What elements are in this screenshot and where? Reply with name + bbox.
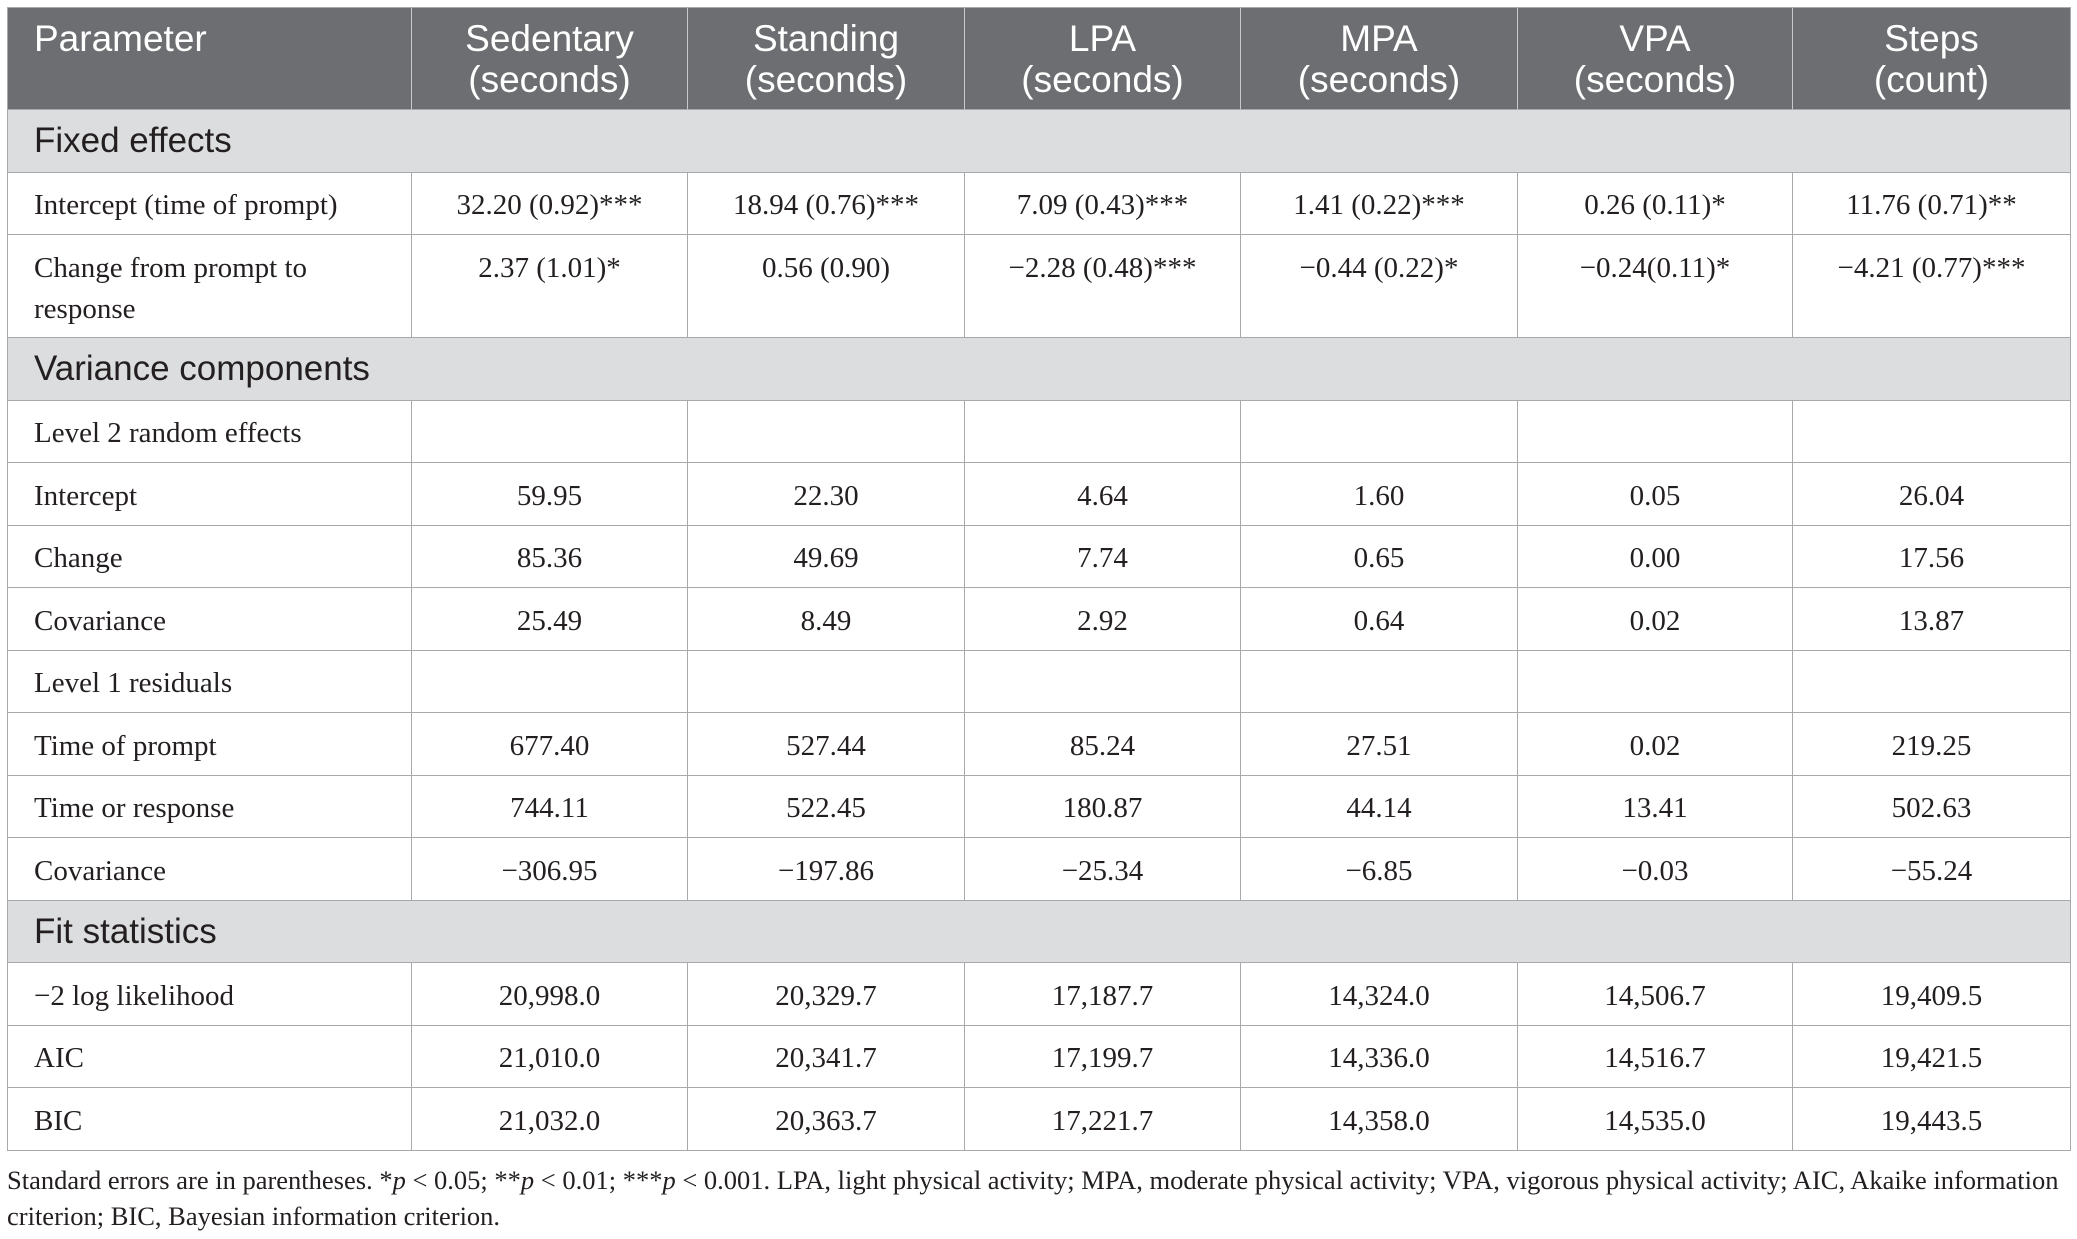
footnote-intro: Standard errors are in parentheses. xyxy=(7,1165,373,1195)
value-cell: 25.49 xyxy=(412,588,688,651)
value-cell xyxy=(688,651,965,714)
value-cell: 26.04 xyxy=(1793,463,2071,526)
column-unit: (seconds) xyxy=(1297,59,1461,100)
row-label: Time or response xyxy=(8,776,412,839)
table-row xyxy=(8,588,2071,651)
column-header-steps xyxy=(1793,8,2071,110)
column-unit: (seconds) xyxy=(1573,59,1737,100)
row-label: Covariance xyxy=(8,588,412,651)
value-cell: 180.87 xyxy=(965,776,1241,839)
value-cell xyxy=(1793,401,2071,464)
table-row xyxy=(8,235,2071,338)
value-cell: 21,032.0 xyxy=(412,1088,688,1151)
table-row xyxy=(8,463,2071,526)
value-cell: 502.63 xyxy=(1793,776,2071,839)
column-name: MPA xyxy=(1340,18,1418,59)
value-cell: 13.41 xyxy=(1518,776,1793,839)
footnote-abbreviations: LPA, light physical activity; MPA, moderate physical activity; VPA, vigorous physical activity; AIC, Akaike information criterion; BIC, Bayesian information criterion. xyxy=(7,1165,2059,1231)
table-row xyxy=(8,651,2071,714)
column-header-vpa xyxy=(1518,8,1793,110)
value-cell: 2.92 xyxy=(965,588,1241,651)
value-cell xyxy=(1518,651,1793,714)
value-cell: 22.30 xyxy=(688,463,965,526)
significance-stars: *** xyxy=(622,1165,663,1195)
value-cell: 0.56 (0.90) xyxy=(688,235,965,338)
section-row-fit-statistics xyxy=(8,901,2071,964)
value-cell: 59.95 xyxy=(412,463,688,526)
value-cell xyxy=(412,401,688,464)
value-cell: −6.85 xyxy=(1241,838,1518,901)
value-cell: 0.26 (0.11)* xyxy=(1518,173,1793,236)
value-cell: 0.64 xyxy=(1241,588,1518,651)
section-row-variance-components xyxy=(8,338,2071,401)
results-table-container xyxy=(7,7,2070,1151)
value-cell: 17.56 xyxy=(1793,526,2071,589)
value-cell xyxy=(1518,401,1793,464)
value-cell: 20,341.7 xyxy=(688,1026,965,1089)
column-name: Standing xyxy=(752,18,900,59)
row-label: Change xyxy=(8,526,412,589)
column-name: Sedentary xyxy=(465,18,634,59)
section-title: Fit statistics xyxy=(8,901,2071,964)
significance-stars: * xyxy=(379,1165,393,1195)
p-symbol: p xyxy=(662,1165,676,1195)
value-cell: 1.60 xyxy=(1241,463,1518,526)
value-cell: 18.94 (0.76)*** xyxy=(688,173,965,236)
column-unit: (seconds) xyxy=(468,59,631,100)
value-cell: 44.14 xyxy=(1241,776,1518,839)
value-cell: 11.76 (0.71)** xyxy=(1793,173,2071,236)
column-header-mpa xyxy=(1241,8,1518,110)
value-cell: 32.20 (0.92)*** xyxy=(412,173,688,236)
table-row xyxy=(8,1088,2071,1151)
value-cell: 19,443.5 xyxy=(1793,1088,2071,1151)
table-row xyxy=(8,963,2071,1026)
value-cell: 14,358.0 xyxy=(1241,1088,1518,1151)
value-cell: −2.28 (0.48)*** xyxy=(965,235,1241,338)
row-label: −2 log likelihood xyxy=(8,963,412,1026)
value-cell: 14,535.0 xyxy=(1518,1088,1793,1151)
section-title: Variance components xyxy=(8,338,2071,401)
column-header-lpa xyxy=(965,8,1241,110)
value-cell xyxy=(965,651,1241,714)
significance-threshold: < 0.05; xyxy=(412,1165,488,1195)
value-cell: 20,363.7 xyxy=(688,1088,965,1151)
value-cell: 522.45 xyxy=(688,776,965,839)
value-cell: 8.49 xyxy=(688,588,965,651)
row-label: Intercept (time of prompt) xyxy=(8,173,412,236)
significance-stars: ** xyxy=(494,1165,521,1195)
column-unit: (seconds) xyxy=(744,59,908,100)
value-cell: 0.02 xyxy=(1518,588,1793,651)
value-cell: 219.25 xyxy=(1793,713,2071,776)
row-label: Time of prompt xyxy=(8,713,412,776)
value-cell: −306.95 xyxy=(412,838,688,901)
value-cell xyxy=(1241,401,1518,464)
row-label: Level 2 random effects xyxy=(8,401,412,464)
value-cell: 14,324.0 xyxy=(1241,963,1518,1026)
significance-threshold: < 0.01; xyxy=(540,1165,617,1195)
p-symbol: p xyxy=(392,1165,406,1195)
value-cell: 19,409.5 xyxy=(1793,963,2071,1026)
table-row xyxy=(8,838,2071,901)
row-label: Change from prompt to response xyxy=(8,235,412,338)
value-cell: 17,187.7 xyxy=(965,963,1241,1026)
column-name: LPA xyxy=(1068,18,1137,59)
value-cell: −25.34 xyxy=(965,838,1241,901)
section-title: Fixed effects xyxy=(8,110,2071,173)
value-cell: 527.44 xyxy=(688,713,965,776)
p-symbol: p xyxy=(520,1165,535,1195)
value-cell: 27.51 xyxy=(1241,713,1518,776)
table-body xyxy=(8,110,2071,1151)
value-cell: 14,516.7 xyxy=(1518,1026,1793,1089)
value-cell: 1.41 (0.22)*** xyxy=(1241,173,1518,236)
value-cell: −55.24 xyxy=(1793,838,2071,901)
value-cell: 85.24 xyxy=(965,713,1241,776)
value-cell xyxy=(1793,651,2071,714)
table-footnote xyxy=(7,1162,2073,1234)
column-name: Parameter xyxy=(34,18,207,59)
value-cell: −4.21 (0.77)*** xyxy=(1793,235,2071,338)
value-cell: 14,336.0 xyxy=(1241,1026,1518,1089)
table-row xyxy=(8,713,2071,776)
value-cell: 2.37 (1.01)* xyxy=(412,235,688,338)
results-table xyxy=(7,7,2071,1151)
column-unit: (count) xyxy=(1873,59,1990,100)
row-label: BIC xyxy=(8,1088,412,1151)
value-cell: 14,506.7 xyxy=(1518,963,1793,1026)
value-cell xyxy=(1241,651,1518,714)
row-label: Covariance xyxy=(8,838,412,901)
value-cell: 0.02 xyxy=(1518,713,1793,776)
column-header-parameter xyxy=(8,8,412,110)
value-cell xyxy=(412,651,688,714)
value-cell: 19,421.5 xyxy=(1793,1026,2071,1089)
row-label: Intercept xyxy=(8,463,412,526)
value-cell: −0.44 (0.22)* xyxy=(1241,235,1518,338)
value-cell: 7.09 (0.43)*** xyxy=(965,173,1241,236)
row-label: AIC xyxy=(8,1026,412,1089)
table-row xyxy=(8,401,2071,464)
value-cell: 20,329.7 xyxy=(688,963,965,1026)
value-cell: −0.24(0.11)* xyxy=(1518,235,1793,338)
value-cell: 7.74 xyxy=(965,526,1241,589)
value-cell: 20,998.0 xyxy=(412,963,688,1026)
value-cell: 13.87 xyxy=(1793,588,2071,651)
value-cell: 677.40 xyxy=(412,713,688,776)
table-row xyxy=(8,1026,2071,1089)
table-row xyxy=(8,776,2071,839)
value-cell: 49.69 xyxy=(688,526,965,589)
value-cell: 0.05 xyxy=(1518,463,1793,526)
value-cell: 21,010.0 xyxy=(412,1026,688,1089)
row-label: Level 1 residuals xyxy=(8,651,412,714)
table-row xyxy=(8,526,2071,589)
value-cell: −0.03 xyxy=(1518,838,1793,901)
value-cell: 744.11 xyxy=(412,776,688,839)
column-header-sedentary xyxy=(412,8,688,110)
column-header-standing xyxy=(688,8,965,110)
value-cell xyxy=(688,401,965,464)
value-cell xyxy=(965,401,1241,464)
column-name: Steps xyxy=(1884,18,1979,59)
value-cell: 0.00 xyxy=(1518,526,1793,589)
section-row-fixed-effects xyxy=(8,110,2071,173)
value-cell: 85.36 xyxy=(412,526,688,589)
column-name: VPA xyxy=(1619,18,1691,59)
value-cell: 4.64 xyxy=(965,463,1241,526)
value-cell: 0.65 xyxy=(1241,526,1518,589)
value-cell: 17,221.7 xyxy=(965,1088,1241,1151)
table-row xyxy=(8,173,2071,236)
table-header-row xyxy=(8,8,2071,110)
significance-threshold: < 0.001. xyxy=(682,1165,771,1195)
value-cell: −197.86 xyxy=(688,838,965,901)
value-cell: 17,199.7 xyxy=(965,1026,1241,1089)
column-unit: (seconds) xyxy=(1021,59,1184,100)
table-header xyxy=(8,8,2071,110)
